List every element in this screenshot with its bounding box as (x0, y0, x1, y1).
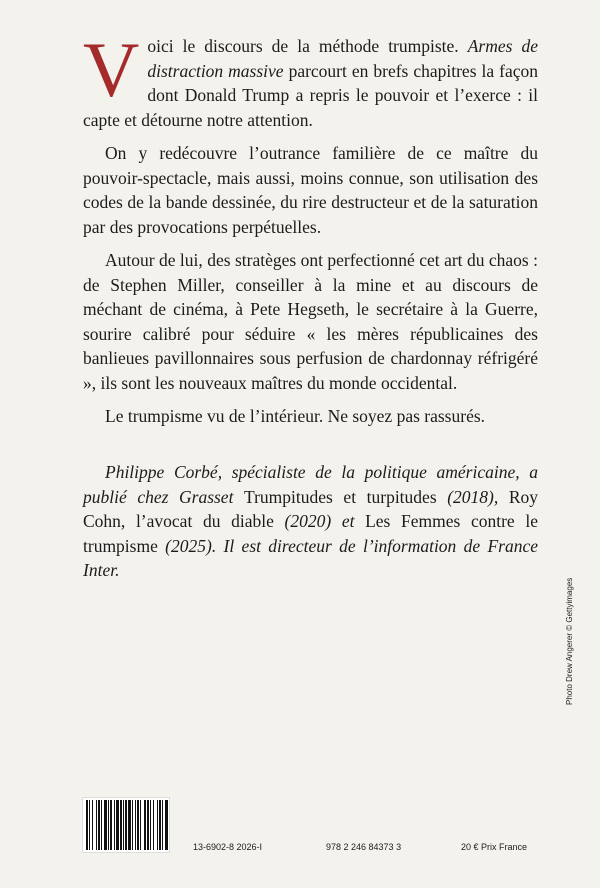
barcode-bar (92, 800, 93, 850)
barcode-bar (165, 800, 168, 850)
barcode-bar (147, 800, 149, 850)
barcode-bar (108, 800, 109, 850)
photo-credit: Photo Drew Angerer © Gettyimages (565, 577, 574, 705)
isbn-number: 978 2 246 84373 3 (326, 842, 402, 852)
bio-part-3: (2020) et (273, 511, 366, 531)
reference-code: 13-6902-8 2026-I (193, 842, 263, 852)
barcode-bar (96, 800, 97, 850)
barcode-bar (123, 800, 124, 850)
barcode-bar (135, 800, 136, 850)
barcode-bar (140, 800, 141, 850)
barcode-bar (162, 800, 163, 850)
bio-part-4: (2025). Il est directeur de l’information de France Inter. (83, 535, 538, 580)
barcode-bar (157, 800, 158, 850)
barcode-bar (86, 800, 88, 850)
book-title: Armes de distraction massive (147, 36, 538, 81)
blurb-paragraph-2: On y redécouvre l’outrance familière de ce maître du pouvoir-spectacle, mais aussi, moins connue, son utilisation des codes de la bande dessinée, du rire destructeur et de la saturation par des provocations perpétuelles. (83, 143, 538, 237)
blurb-p1-start: oici le discours de la méthode trumpiste. (147, 36, 468, 56)
barcode-bar (98, 800, 100, 850)
bio-part-2: (2018), (436, 486, 509, 507)
barcode-bar (132, 800, 133, 850)
barcode-bar (144, 800, 146, 850)
barcode (82, 797, 170, 853)
barcode-bar (128, 800, 131, 850)
blurb (83, 26, 538, 438)
blurb-paragraph-4: Le trumpisme vu de l’intérieur. Ne soyez pas rassurés. (105, 406, 486, 426)
barcode-bar (153, 800, 154, 850)
price-label: 20 € Prix France (461, 842, 528, 852)
barcode-bar (137, 800, 139, 850)
barcode-bar (104, 800, 107, 850)
drop-cap: V (83, 26, 140, 113)
blurb-paragraph-3: Autour de lui, des stratèges ont perfectionné cet art du chaos : de Stephen Miller, conseiller à la mine et au discours de méchant de cinéma, à Pete Hegseth, le secrétaire à la Guerre, sourire calibré pour séduire « les mères républicaines des banlieues pavillonnaires sous perfusion de chardonnay réfrigéré », ils sont les nouveaux maîtres du monde occidental. (83, 250, 538, 393)
barcode-bar (110, 800, 112, 850)
barcode-bar (150, 800, 151, 850)
bio-book-1: Trumpitudes et turpitudes (244, 486, 437, 507)
barcode-bar (114, 800, 115, 850)
barcode-bar (120, 800, 122, 850)
author-bio (83, 460, 538, 583)
barcode-bar (125, 800, 127, 850)
blurb-paragraph-1 (83, 26, 538, 132)
author-bio-text (83, 460, 538, 583)
barcode-bar (159, 800, 161, 850)
bio-book-2: Roy Cohn, l’avocat du diable (83, 486, 538, 531)
barcode-bar (101, 800, 102, 850)
bio-part-1: Philippe Corbé, spécialiste de la politique américaine, a publié chez Grasset (83, 462, 538, 507)
barcode-bar (116, 800, 119, 850)
blurb-p1-end: parcourt en brefs chapitres la façon dont Donald Trump a repris le pouvoir et l’exerce : il capte et détourne notre attention. (83, 60, 538, 130)
bio-book-3: Les Femmes contre le trumpisme (83, 511, 538, 556)
barcode-graphic (83, 798, 169, 852)
barcode-bar (89, 800, 90, 850)
